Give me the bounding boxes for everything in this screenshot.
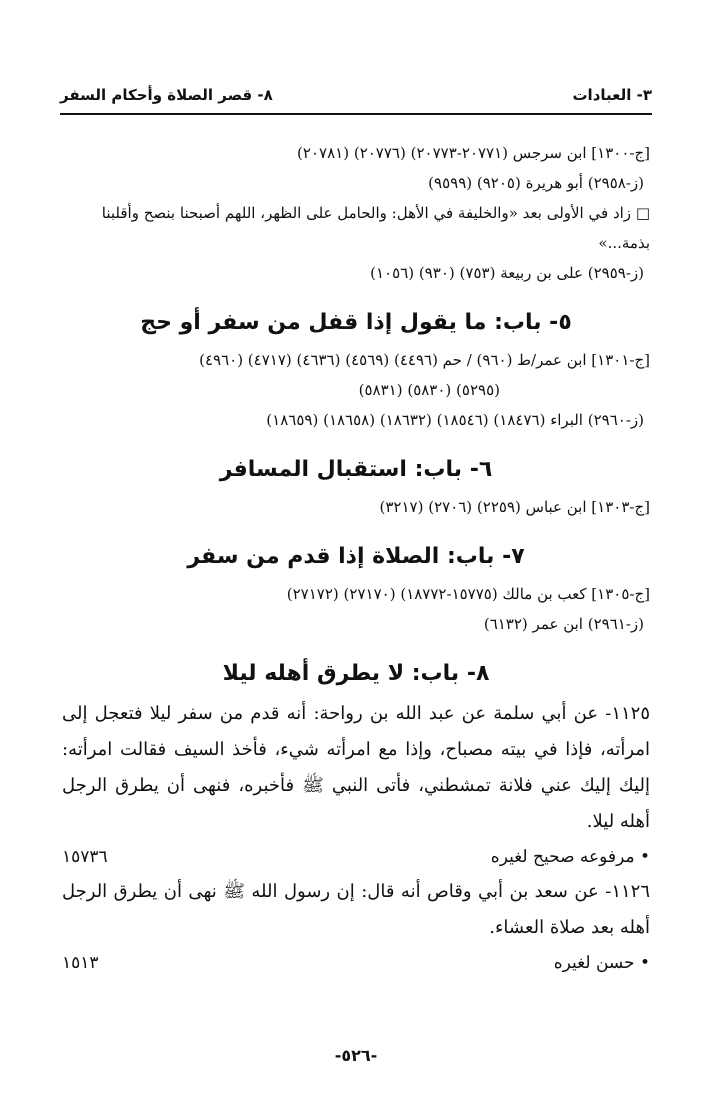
chapter-heading: ٧- باب: الصلاة إذا قدم من سفر bbox=[187, 544, 525, 569]
note-text: زاد في الأولى بعد «والخليفة في الأهل: والحامل على الظهر، اللهم أصبحنا بنصح وأقلبنا بذمة...» bbox=[101, 204, 650, 252]
reference-line: (ز-٢٩٥٩) على بن ربيعة (٧٥٣) (٩٣٠) (١٠٥٦) bbox=[370, 264, 644, 282]
hadith-grade-row bbox=[62, 840, 650, 874]
chapter-heading: ٦- باب: استقبال المسافر bbox=[219, 457, 493, 482]
hadith-grade-row bbox=[62, 946, 650, 980]
reference-line: [ج-١٣٠٥] كعب بن مالك (١٥٧٧٥-١٨٧٧٢) (٢٧١٧٠) (٢٧١٧٢) bbox=[286, 585, 650, 603]
reference-line: (ز-٢٩٦٠) البراء (١٨٤٧٦) (١٨٥٤٦) (١٨٦٣٢) (١٨٦٥٨) (١٨٦٥٩) bbox=[266, 411, 644, 429]
chapter-heading: ٥- باب: ما يقول إذا قفل من سفر أو حج bbox=[140, 310, 572, 335]
reference-line: [ج-١٣٠٣] ابن عباس (٢٢٥٩) (٢٧٠٦) (٣٢١٧) bbox=[379, 498, 650, 516]
page-body bbox=[62, 138, 650, 980]
chapter-heading: ٨- باب: لا يطرق أهله ليلا bbox=[222, 661, 490, 686]
hadith-grade: • مرفوعه صحيح لغيره bbox=[490, 847, 650, 867]
page-number: -٥٢٦- bbox=[334, 1046, 378, 1065]
running-header bbox=[60, 78, 652, 112]
hadith-text: ١١٢٥- عن أبي سلمة عن عبد الله بن رواحة: أنه قدم من سفر ليلا فتعجل إلى امرأته، فإذا في بيته مصباح، وإذا مع امرأته شيء، فأخذ السيف فقالت امرأته: إليك إليك عني فلانة تمشطني، فأتى النبي ﷺ فأخبره، فنهى أن يطرق الرجل أهله ليلا. bbox=[62, 703, 650, 832]
header-chapter-title: ٨- قصر الصلاة وأحكام السفر bbox=[60, 86, 273, 104]
reference-line: [ج-١٣٠٠] ابن سرجس (٢٠٧٧١-٢٠٧٧٣) (٢٠٧٧٦) (٢٠٧٨١) bbox=[297, 144, 650, 162]
hadith-number: ١٥٧٣٦ bbox=[62, 847, 108, 867]
reference-line: (ز-٢٩٥٨) أبو هريرة (٩٢٠٥) (٩٥٩٩) bbox=[428, 174, 644, 192]
header-divider bbox=[60, 113, 652, 115]
reference-line: [ج-١٣٠١] ابن عمر/ط (٩٦٠) / حم (٤٤٩٦) (٤٥٦٩) (٤٦٣٦) (٤٧١٧) (٤٩٦٠) bbox=[199, 351, 650, 369]
reference-line: (ز-٢٩٦١) ابن عمر (٦١٣٢) bbox=[483, 615, 644, 633]
hadith-grade: • حسن لغيره bbox=[553, 953, 650, 973]
hadith-number: ١٥١٣ bbox=[62, 953, 99, 973]
hadith-text: ١١٢٦- عن سعد بن أبي وقاص أنه قال: إن رسول الله ﷺ نهى أن يطرق الرجل أهله بعد صلاة العشاء. bbox=[62, 881, 650, 938]
note-square-icon: □ bbox=[635, 204, 650, 222]
header-section-title: ٣- العبادات bbox=[572, 86, 652, 104]
editorial-note bbox=[62, 198, 650, 258]
reference-line: (٥٢٩٥) (٥٨٣٠) (٥٨٣١) bbox=[358, 381, 500, 399]
